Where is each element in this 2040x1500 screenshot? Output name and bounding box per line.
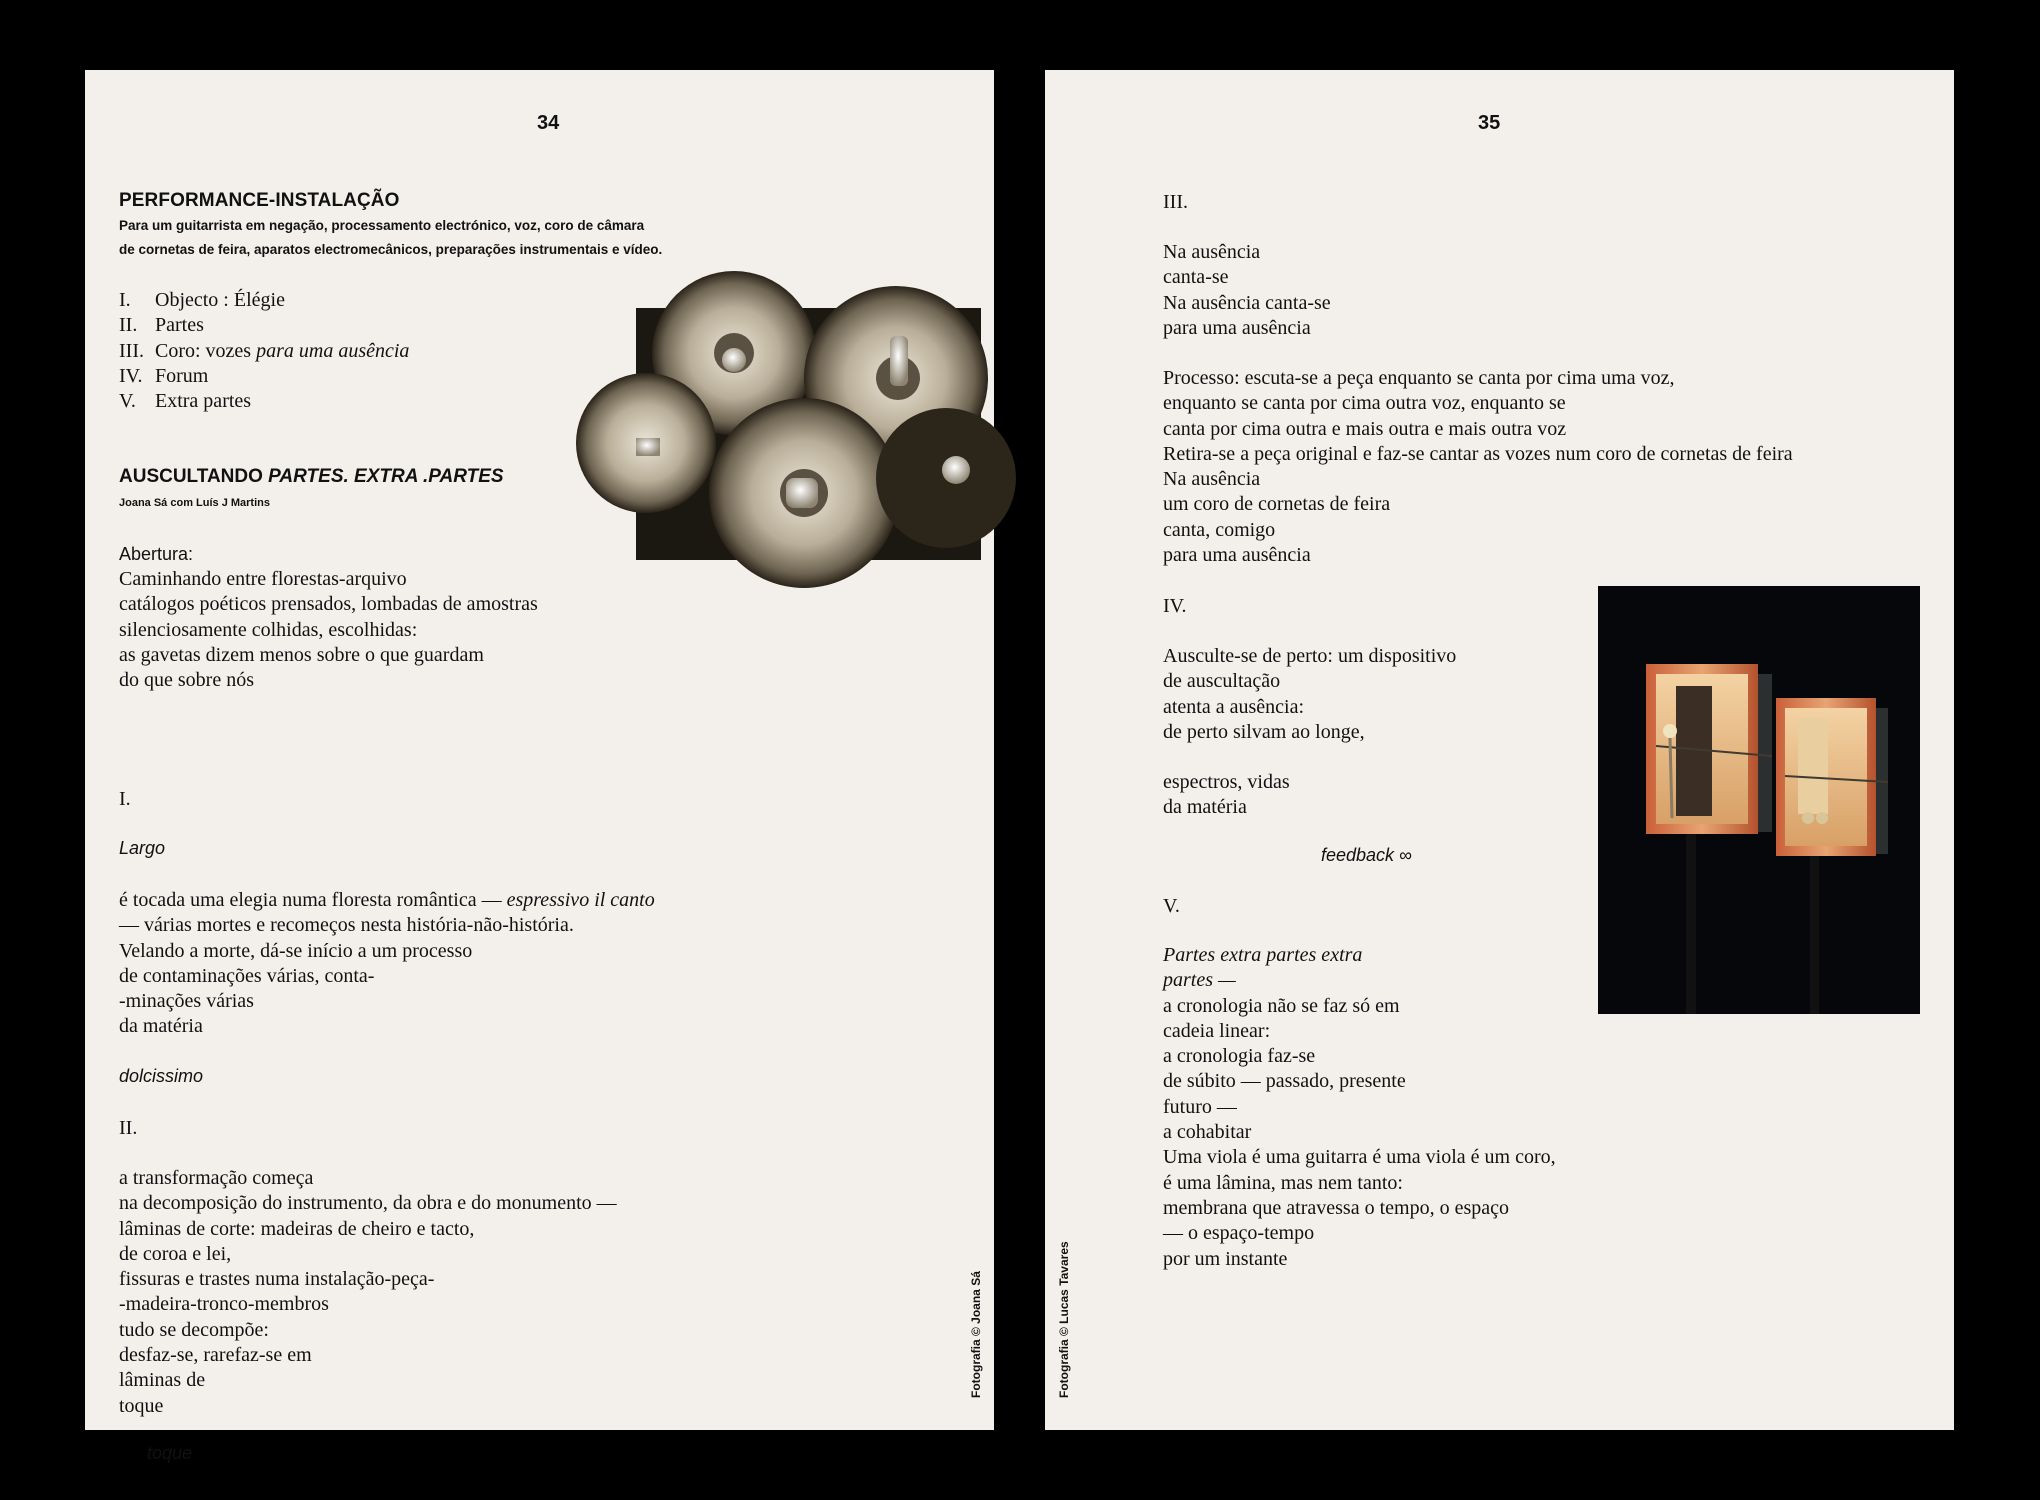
poem-line: na decomposição do instrumento, da obra e do monumento — xyxy=(119,1192,617,1215)
toc-item: V. Extra partes xyxy=(119,390,252,413)
photo-credit: Fotografia © Lucas Tavares xyxy=(1057,1241,1071,1398)
poem-line: — o espaço-tempo xyxy=(1163,1222,1315,1245)
wooden-boxes-image xyxy=(1598,586,1920,1014)
poem-line: enquanto se canta por cima outra voz, enquanto se xyxy=(1163,392,1566,415)
poem-line: lâminas de xyxy=(119,1369,206,1392)
poem-line: a cronologia não se faz só em xyxy=(1163,994,1400,1017)
poem-line: toque xyxy=(119,1394,164,1417)
poem-line: Na ausência xyxy=(1163,241,1261,263)
poem-line: de coroa e lei, xyxy=(119,1242,232,1265)
poem-line: — várias mortes e recomeços nesta história-não-história. xyxy=(119,914,574,937)
toc-item: II. Partes xyxy=(119,314,204,337)
poem-line: Uma viola é uma guitarra é uma viola é um coro, xyxy=(1163,1146,1556,1169)
poem-line: a cronologia faz-se xyxy=(1163,1045,1316,1068)
poem-line: membrana que atravessa o tempo, o espaço xyxy=(1163,1196,1509,1219)
toc-item: IV. Forum xyxy=(119,364,209,387)
poem-line: Ausculte-se de perto: um dispositivo xyxy=(1163,645,1457,667)
part-3-heading: III. xyxy=(1163,191,1188,213)
poem-line: atenta a ausência: xyxy=(1163,695,1305,718)
poem-line: Retira-se a peça original e faz-se cantar as vozes num coro de cornetas de feira xyxy=(1163,442,1793,465)
poem-line: lâminas de corte: madeiras de cheiro e tacto, xyxy=(119,1217,475,1240)
poem-line: canta-se xyxy=(1163,266,1229,289)
poem-line: desfaz-se, rarefaz-se em xyxy=(119,1344,312,1367)
part-1-heading: I. xyxy=(119,788,131,810)
poem-line: canta, comigo xyxy=(1163,518,1276,541)
poem-line: por um instante xyxy=(1163,1247,1288,1270)
part-2-end: toque xyxy=(147,1443,193,1463)
poem-line: -madeira-tronco-membros xyxy=(119,1293,329,1316)
subtitle-line: Para um guitarrista em negação, processamento electrónico, voz, coro de câmara xyxy=(119,218,645,233)
part-1-text xyxy=(119,888,655,1040)
part-2-text xyxy=(119,1166,617,1419)
horn-speakers-image xyxy=(636,308,981,560)
page-number: 35 xyxy=(1478,112,1501,134)
part-5-text xyxy=(1163,943,1556,1272)
poem-line: para uma ausência xyxy=(1163,544,1311,567)
poem-line: cadeia linear: xyxy=(1163,1019,1271,1042)
poem-line: para uma ausência xyxy=(1163,316,1311,339)
part-3-stanza-1 xyxy=(1163,240,1331,341)
poem-line: é tocada uma elegia numa floresta romântica — espressivo il canto xyxy=(119,889,655,911)
poem-line: da matéria xyxy=(119,1015,203,1038)
poem-line: um coro de cornetas de feira xyxy=(1163,493,1391,516)
part-1-tempo: Largo xyxy=(119,838,166,858)
author-credit: Joana Sá com Luís J Martins xyxy=(119,497,270,509)
poem-line: canta por cima outra e mais outra e mais outra voz xyxy=(1163,417,1567,440)
toc-item: III. Coro: vozes para uma ausência xyxy=(119,339,410,362)
poem-line: fissuras e trastes numa instalação-peça- xyxy=(119,1268,435,1291)
subtitle-line: de cornetas de feira, aparatos electromecânicos, preparações instrumentais e vídeo. xyxy=(119,242,663,257)
part-5-heading: V. xyxy=(1163,895,1180,917)
poem-line: catálogos poéticos prensados, lombadas de amostras xyxy=(119,593,538,616)
poem-line: as gavetas dizem menos sobre o que guardam xyxy=(119,643,484,666)
poem-line: de súbito — passado, presente xyxy=(1163,1070,1406,1093)
poem-line: silenciosamente colhidas, escolhidas: xyxy=(119,618,418,641)
page-number: 34 xyxy=(537,112,560,134)
poem-line: de contaminações várias, conta- xyxy=(119,964,375,987)
poem-line: Caminhando entre florestas-arquivo xyxy=(119,568,407,590)
table-of-contents xyxy=(119,288,409,414)
part-4-stanza-1 xyxy=(1163,644,1456,745)
poem-line: Na ausência xyxy=(1163,468,1261,491)
photo-credit: Fotografia © Joana Sá xyxy=(969,1271,983,1398)
poem-line: do que sobre nós xyxy=(119,669,254,692)
part-1-dynamic: dolcissimo xyxy=(119,1066,204,1086)
poem-line: a transformação começa xyxy=(119,1167,314,1189)
poem-line: a cohabitar xyxy=(1163,1121,1252,1144)
poem-line: espectros, vidas xyxy=(1163,771,1290,793)
poem-line: Na ausência canta-se xyxy=(1163,291,1331,314)
abertura-label: Abertura: xyxy=(119,544,194,564)
poem-line: -minações várias xyxy=(119,990,254,1013)
abertura-text xyxy=(119,567,538,693)
part-4-heading: IV. xyxy=(1163,595,1187,617)
poem-line: de auscultação xyxy=(1163,670,1281,693)
feedback-note: feedback ∞ xyxy=(1321,845,1412,865)
poem-line: Processo: escuta-se a peça enquanto se canta por cima uma voz, xyxy=(1163,367,1675,389)
poem-line: partes — xyxy=(1163,969,1236,992)
lit-wooden-boxes-photo xyxy=(1598,586,1920,1014)
part-4-stanza-2 xyxy=(1163,770,1290,821)
poem-line: é uma lâmina, mas nem tanto: xyxy=(1163,1171,1403,1194)
right-page xyxy=(1045,70,1954,1430)
poem-line: Partes extra partes extra xyxy=(1163,944,1363,966)
poem-line: futuro — xyxy=(1163,1095,1237,1118)
page-title: PERFORMANCE-INSTALAÇÃO xyxy=(119,190,400,211)
part-3-stanza-2 xyxy=(1163,366,1793,568)
poem-line: Velando a morte, dá-se início a um processo xyxy=(119,939,473,962)
subtitle xyxy=(119,214,662,262)
left-page xyxy=(85,70,994,1463)
toc-item: I. Objecto : Élégie xyxy=(119,289,285,311)
part-2-heading: II. xyxy=(119,1117,138,1139)
poem-line: de perto silvam ao longe, xyxy=(1163,720,1365,743)
section-title: AUSCULTANDO PARTES. EXTRA .PARTES xyxy=(119,466,504,487)
poem-line: da matéria xyxy=(1163,796,1247,819)
poem-line: tudo se decompõe: xyxy=(119,1318,269,1341)
horn-speakers-photo xyxy=(636,308,981,560)
